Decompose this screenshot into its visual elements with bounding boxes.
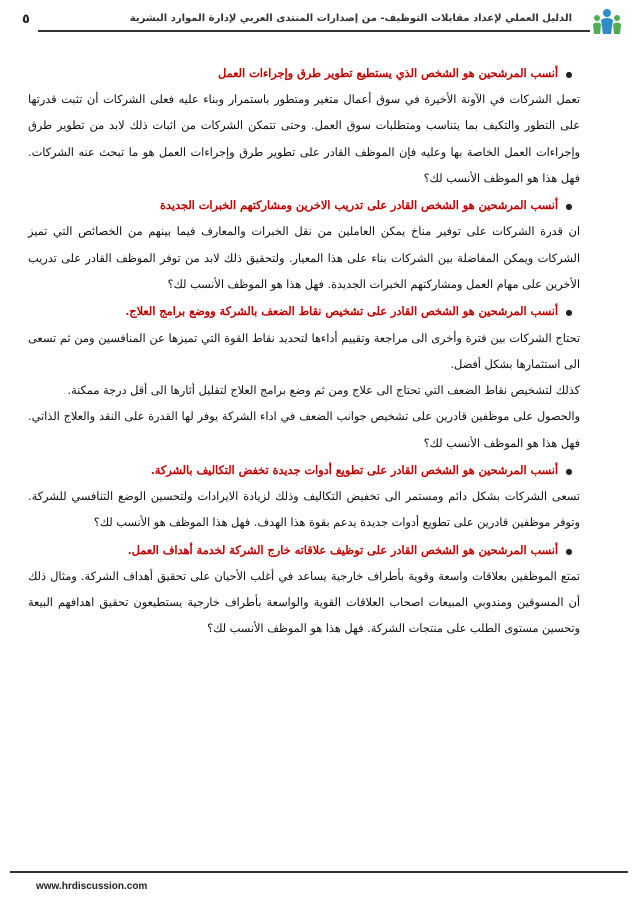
header-divider <box>38 30 590 32</box>
page-number: ٥ <box>22 12 30 27</box>
section <box>28 457 580 537</box>
people-logo-icon <box>590 6 624 40</box>
section-heading: ● أنسب المرشحين هو الشخص القادر على تدريب الاخرين ومشاركتهم الخبرات الجديدة <box>28 192 580 219</box>
section <box>28 537 580 643</box>
section-heading: ● أنسب المرشحين هو الشخص القادر على تشخيص نقاط الضعف بالشركة ووضع برامج العلاج. <box>28 298 580 325</box>
document-body <box>28 60 580 643</box>
footer-divider <box>10 871 628 873</box>
page-footer <box>0 863 638 903</box>
section <box>28 60 580 192</box>
section-paragraph: تعمل الشركات في الآونة الأخيرة في سوق أعمال متغير ومتطور باستمرار وبناء عليه فعلى الشركات أن تثبت قدرتها على التطور والتكيف بما يتناسب ومتطلبات سوق العمل. وحتى تتمكن الشركات من اثبات ذلك لابد من تطوير طرق وإجراءات العمل الخاصة بها وعليه فإن الموظف القادر على تطوير طرق وإجراءات العمل هو ما تبحث عنه الشركات. فهل هذا هو الموظف الأنسب لك؟ <box>28 93 580 186</box>
section-paragraph: تمتع الموظفين بعلاقات واسعة وقوية بأطراف خارجية يساعد في أغلب الأحيان على تحقيق أهداف الشركة. ومثال ذلك أن المسوقين ومندوبي المبيعات اصحاب العلاقات القوية والواسعة بأطراف خارجية يستطيعون تحقيق اهدافهم البيعة وتحسين مستوى الطلب على منتجات الشركة. فهل هذا هو الموظف الأنسب لك؟ <box>28 569 580 636</box>
section-paragraph: تحتاج الشركات بين فترة وأخرى الى مراجعة وتقييم أداءها لتحديد نقاط القوة التي تميزها عن المنافسين ومن ثم تسعى الى استثمارها بشكل أفضل. <box>28 331 580 371</box>
section <box>28 298 580 457</box>
section-paragraph: والحصول على موظفين قادرين على تشخيص جوانب الضعف في اداء الشركة يوفر لها القدرة على النقد والعلاج الذاتي. فهل هذا هو الموظف الأنسب لك؟ <box>28 410 580 450</box>
page-header <box>0 0 638 36</box>
section-heading: ● أنسب المرشحين هو الشخص الذي يستطيع تطوير طرق وإجراءات العمل <box>28 60 580 87</box>
footer-url-link[interactable]: www.hrdiscussion.com <box>36 881 148 892</box>
section-paragraph: تسعى الشركات بشكل دائم ومستمر الى تخفيض التكاليف وذلك لزيادة الايرادات ولتحسين الوضع التنافسي للشركة. وتوفر موظفين قادرين على تطويع أدوات جديدة يدعم بقوة هذا الهدف. فهل هذا الموظف هو الأنسب لك؟ <box>28 490 580 530</box>
section <box>28 192 580 298</box>
section-heading: ● أنسب المرشحين هو الشخص القادر على تطويع أدوات جديدة تخفض التكاليف بالشركة. <box>28 457 580 484</box>
header-title: الدليل العملي لإعداد مقابلات التوظيف- من إصدارات المنتدى العربي لإدارة الموارد البشرية <box>129 13 572 24</box>
section-paragraph: كذلك لتشخيص نقاط الضعف التي تحتاج الى علاج ومن ثم وضع برامج العلاج لتقليل أثارها الى أقل درجة ممكنة. <box>67 384 580 398</box>
section-heading: ● أنسب المرشحين هو الشخص القادر على توظيف علاقاته خارج الشركة لخدمة أهداف العمل. <box>28 537 580 564</box>
section-paragraph: ان قدرة الشركات على توفير مناخ يمكن العاملين من نقل الخبرات والمعارف فيما بينهم من الخصائص التي تميز الشركات ويمكن المفاضلة بين الشركات بناء على هذا المعيار. ولتحقيق ذلك لابد من توفر الموظف القادر على تدريب الأخرين على مهام العمل ومشاركتهم الخبرات الجديدة. فهل هذا هو الموظف الأنسب لك؟ <box>28 225 580 292</box>
